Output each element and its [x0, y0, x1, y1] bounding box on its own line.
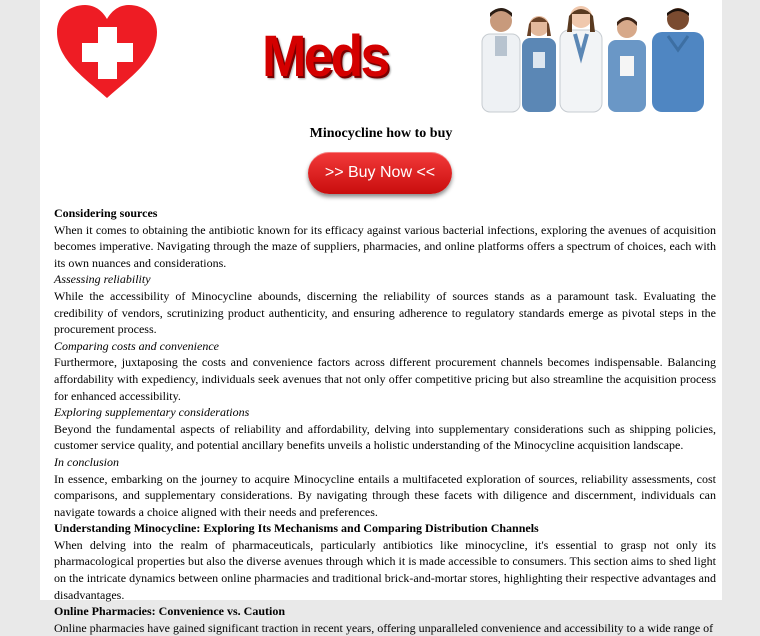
page-title: Minocycline how to buy — [309, 126, 453, 141]
section-heading: Understanding Minocycline: Exploring Its Mechanisms and Comparing Distribution Channels — [54, 521, 539, 536]
section-paragraph: Furthermore, juxtaposing the costs and convenience factors across different procurement channels becomes indispensable. Balancing affordability with expediency, individuals seek avenues that not only offer competitive pricing but also streamline the acquisition process for enhanced accessibility. — [54, 355, 716, 403]
section-heading: Considering sources — [54, 206, 158, 220]
section-paragraph: In essence, embarking on the journey to acquire Minocycline entails a multifaceted exploration of sources, reliability assessments, cost comparisons, and supplementary considerations. By navigating through these facets with diligence and discernment, individuals can navigate towards a choice aligned with their needs and preferences. — [54, 471, 716, 519]
section-subheading: Comparing costs and convenience — [54, 338, 219, 353]
section-paragraph: Beyond the fundamental aspects of reliability and affordability, delving into supplementary considerations such as shipping policies, customer service quality, and potential ancillary benefits unveils a holistic understanding of the Minocycline acquisition landscape. — [54, 421, 716, 453]
buy-now-button[interactable]: >> Buy Now << — [308, 152, 452, 194]
section-subheading: Assessing reliability — [54, 272, 151, 287]
section-paragraph: When it comes to obtaining the antibiotic known for its efficacy against various bacterial infections, exploring the avenues of acquisition becomes imperative. Navigating through the maze of suppliers, pharmacies, and online platforms offers a spectrum of choices, each with its own nuances and considerations. — [54, 222, 716, 270]
heart-cross-logo-icon[interactable] — [55, 4, 159, 100]
site-header — [40, 0, 722, 120]
section-paragraph: While the accessibility of Minocycline abounds, discerning the reliability of sources stands as a paramount task. Evaluating the credibility of vendors, scrutinizing product authenticity, and ensuring adherence to regulatory standards emerge as pivotal steps in the procurement process. — [54, 288, 716, 337]
section-subheading: Exploring supplementary considerations — [54, 405, 250, 420]
section-paragraph: When delving into the realm of pharmaceuticals, particularly antibiotics like minocycline, it's essential to grasp not only its pharmacological properties but also the diverse avenues through which it is made accessible to consumers. This section aims to shed light on the intricate dynamics between online pharmacies and traditional brick-and-mortar stores, highlighting their respective advantages and disadvantages. — [54, 537, 716, 602]
section-subheading: In conclusion — [54, 454, 119, 469]
page-container — [40, 0, 722, 635]
section-paragraph: Online pharmacies have gained significant traction in recent years, offering unparalleled convenience and accessibility to a wide range of — [54, 620, 714, 635]
section-heading: Online Pharmacies: Convenience vs. Caution — [54, 604, 285, 619]
site-wordmark[interactable]: Meds — [262, 24, 388, 89]
article-content — [54, 205, 716, 636]
medical-staff-photo — [478, 0, 716, 112]
